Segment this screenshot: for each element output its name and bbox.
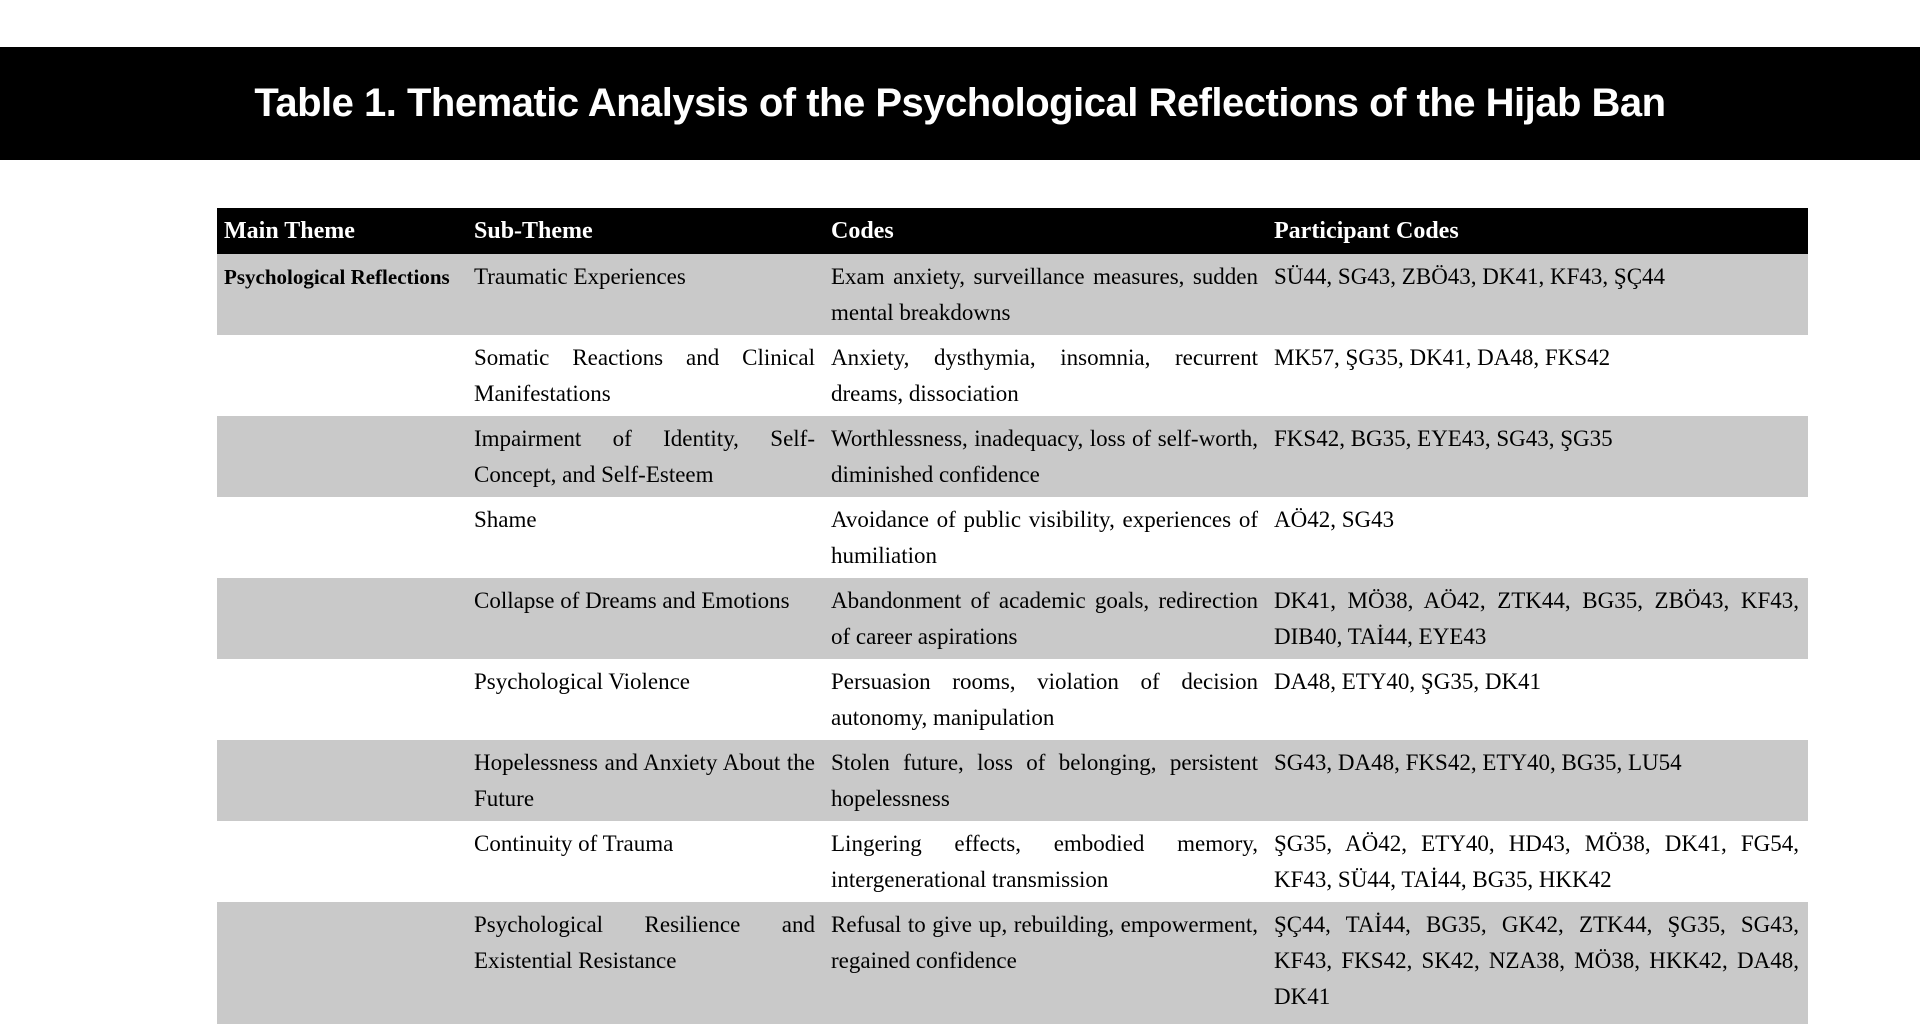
table-row	[217, 497, 1808, 578]
main-theme-cell	[217, 335, 467, 416]
header-codes: Codes	[831, 217, 894, 244]
main-theme-cell: Psychological Reflections	[224, 265, 450, 289]
main-theme-cell	[217, 821, 467, 902]
codes-cell: Worthlessness, inadequacy, loss of self-worth, diminished confidence	[831, 426, 1258, 487]
codes-cell: Exam anxiety, surveillance measures, sudden mental breakdowns	[831, 264, 1258, 325]
table-row	[217, 902, 1808, 1024]
table-title: Table 1. Thematic Analysis of the Psychological Reflections of the Hijab Ban	[254, 81, 1666, 125]
table-row	[217, 659, 1808, 740]
codes-cell: Persuasion rooms, violation of decision autonomy, manipulation	[831, 669, 1258, 730]
table-row	[217, 335, 1808, 416]
sub-theme-cell: Traumatic Experiences	[474, 264, 686, 289]
participants-cell: AÖ42, SG43	[1274, 507, 1395, 532]
header-main-theme: Main Theme	[224, 217, 355, 244]
participants-cell: DK41, MÖ38, AÖ42, ZTK44, BG35, ZBÖ43, KF43, DIB40, TAİ44, EYE43	[1274, 588, 1799, 649]
sub-theme-cell: Continuity of Trauma	[474, 831, 674, 856]
table-row	[217, 821, 1808, 902]
sub-theme-cell: Psychological Violence	[474, 669, 691, 694]
main-theme-cell	[217, 740, 467, 821]
codes-cell: Lingering effects, embodied memory, intergenerational transmission	[831, 831, 1258, 892]
participants-cell: FKS42, BG35, EYE43, SG43, ŞG35	[1274, 426, 1613, 451]
codes-cell: Refusal to give up, rebuilding, empowerment, regained confidence	[831, 912, 1258, 973]
participants-cell: ŞG35, AÖ42, ETY40, HD43, MÖ38, DK41, FG54, KF43, SÜ44, TAİ44, BG35, HKK42	[1274, 831, 1799, 892]
main-theme-cell	[217, 497, 467, 578]
participants-cell: SG43, DA48, FKS42, ETY40, BG35, LU54	[1274, 750, 1682, 775]
participants-cell: MK57, ŞG35, DK41, DA48, FKS42	[1274, 345, 1611, 370]
codes-cell: Stolen future, loss of belonging, persistent hopelessness	[831, 750, 1258, 811]
main-theme-cell	[217, 902, 467, 1024]
thematic-analysis-table	[217, 208, 1808, 1024]
sub-theme-cell: Collapse of Dreams and Emotions	[474, 588, 790, 613]
main-theme-cell	[217, 659, 467, 740]
sub-theme-cell: Impairment of Identity, Self-Concept, and Self-Esteem	[474, 426, 815, 487]
sub-theme-cell: Psychological Resilience and Existential Resistance	[474, 912, 815, 973]
participants-cell: ŞÇ44, TAİ44, BG35, GK42, ZTK44, ŞG35, SG43, KF43, FKS42, SK42, NZA38, MÖ38, HKK42, DA48, DK41	[1274, 912, 1799, 1009]
sub-theme-cell: Shame	[474, 507, 537, 532]
table-row	[217, 740, 1808, 821]
participants-cell: SÜ44, SG43, ZBÖ43, DK41, KF43, ŞÇ44	[1274, 264, 1666, 289]
sub-theme-cell: Hopelessness and Anxiety About the Future	[474, 750, 815, 811]
codes-cell: Abandonment of academic goals, redirection of career aspirations	[831, 588, 1258, 649]
header-sub-theme: Sub-Theme	[474, 217, 593, 244]
table-body	[217, 254, 1808, 1024]
table-row	[217, 416, 1808, 497]
table-header-row	[217, 208, 1808, 254]
codes-cell: Avoidance of public visibility, experiences of humiliation	[831, 507, 1258, 568]
sub-theme-cell: Somatic Reactions and Clinical Manifestations	[474, 345, 815, 406]
participants-cell: DA48, ETY40, ŞG35, DK41	[1274, 669, 1542, 694]
table-title-banner	[0, 47, 1920, 160]
table-row	[217, 254, 1808, 335]
main-theme-cell	[217, 416, 467, 497]
header-participant-codes: Participant Codes	[1274, 217, 1459, 244]
codes-cell: Anxiety, dysthymia, insomnia, recurrent dreams, dissociation	[831, 345, 1258, 406]
table-row	[217, 578, 1808, 659]
main-theme-cell	[217, 578, 467, 659]
